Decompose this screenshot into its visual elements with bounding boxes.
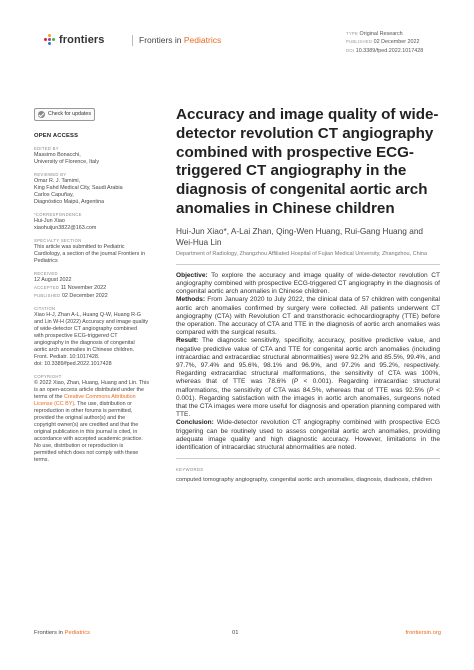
check-for-updates-icon	[38, 111, 45, 118]
result-text-b: < 0.001). Regarding intracardiac structural malformations, the sensitivity of CTA was 84.5%, whereas that of TTE was 92.5% (	[176, 378, 440, 394]
sidebar-published-value: 02 December 2022	[61, 293, 108, 299]
divider	[176, 264, 440, 265]
abstract-conclusion	[176, 419, 440, 452]
published-value: 02 December 2022	[373, 39, 420, 46]
keywords: computed tomography angiography, congenital aortic arch anomalies, diagnosis, diadnosis, children	[176, 477, 433, 484]
type-label: TYPE	[346, 31, 359, 36]
abstract	[176, 272, 440, 452]
conclusion-label: Conclusion:	[176, 419, 214, 427]
correspondence-label: *CORRESPONDENCE	[34, 212, 82, 217]
published-label: PUBLISHED	[346, 39, 373, 45]
page-number: 01	[232, 630, 239, 636]
result-text-c: < 0.001). Regarding satisfaction with the images in aortic arch anomalies, surgeons noted that the CTA images were more useful for diagnosis and operation planning compared with TTE.	[176, 386, 441, 419]
citation-value: Xiao H-J, Zhan A-L, Huang Q-W, Huang R-G and Lin W-H (2022) Accuracy and image quality of wide-detector CT angiography combined with prospective ECG-triggered CT angiography in the diagnosis of congenital aortic arch anomalies in Chinese children. Front. Pediatr. 10:1017428. doi: 10.3389/fped.2022.1017428	[34, 312, 149, 367]
edited-by-label: EDITED BY	[34, 146, 59, 151]
result-label: Result:	[176, 337, 199, 345]
license-link[interactable]: Creative Commons Attribution License (CC BY)	[34, 394, 136, 407]
p-symbol-1: P	[293, 378, 299, 386]
copyright-text-end: . The use, distribution or reproduction in other forums is permitted, provided the original author(s) and the copyright owner(s) are credited and that the original publication in this journal is cited, in accordance with accepted academic practice. No use, distribution or reproduction is permitted which does not comply with these terms.	[34, 401, 143, 463]
footer-journal-name: Pediatrics	[64, 630, 91, 636]
article-main	[176, 106, 440, 484]
abstract-result	[176, 337, 440, 419]
doi-value[interactable]: 10.3389/fped.2022.1017428	[355, 47, 424, 54]
divider	[176, 458, 440, 459]
open-access-label: OPEN ACCESS	[34, 133, 79, 139]
result-text-a: The diagnostic sensitivity, specificity, accuracy, positive predictive value, and negative predictive value of CTA and TTE for congenital aortic arch anomalies (including intracardiac and extracardiac structural abnormalities) were 92.2% and 85.5%, 99.4%, and 97.7%, 97.4% and 95.6%, 98.1% and 96.9%, and 97.2% and 95.2%, respectively. Regarding extracardiac structural malformations, the sensitivity of CTA was 100%, whereas that of TTE was 78.6% (	[176, 337, 440, 386]
received-value: 12 August 2022	[34, 277, 72, 283]
correspondence-value[interactable]: Hui-Jun Xiao xiaohuijun3822@163.com	[34, 218, 97, 231]
journal-title: Pediatrics	[183, 35, 222, 45]
frontiers-logo[interactable]	[44, 34, 105, 46]
objective-text: To explore the accuracy and image quality of wide-detector revolution CT angiography combined with prospective ECG-triggered CT angiography in the diagnosis of congenital aortic arch anomalies in Chinese children.	[176, 271, 440, 296]
check-for-updates-button[interactable]	[34, 108, 95, 121]
author-list[interactable]: Hui-Jun Xiao*, A-Lai Zhan, Qing-Wen Huang, Rui-Gang Huang and Wei-Hua Lin	[176, 225, 424, 247]
journal-name[interactable]	[132, 35, 221, 46]
sidebar	[34, 108, 167, 464]
affiliation: Department of Radiology, Zhangzhou Affiliated Hospital of Fujian Medical University, Zhangzhou, China	[176, 250, 427, 257]
copyright-value	[34, 380, 167, 464]
article-meta	[346, 30, 423, 55]
keywords-label: KEYWORDS	[176, 467, 204, 473]
abstract-objective	[176, 272, 440, 297]
doi-label: DOI	[346, 47, 355, 53]
accepted-value: 11 November 2022	[60, 285, 107, 291]
accepted-label: ACCEPTED	[34, 285, 60, 290]
published-row	[34, 292, 167, 300]
methods-text: From January 2020 to July 2022, the clinical data of 57 children with congenital aortic arch anomalies confirmed by surgery were collected. All patients underwent CT angiography (CTA) with Revolution CT and transthoracic echocardiography (TTE) before the operation. The accuracy of CTA and TTE in the diagnosis of aortic arch anomalies was compared with the surgical results.	[176, 296, 440, 337]
footer-journal[interactable]	[34, 630, 90, 636]
edited-by-value: Massimo Bonacchi, University of Florence, Italy	[34, 152, 100, 165]
specialty-section-value: This article was submitted to Pediatric Cardiology, a section of the journal Frontiers in Pediatrics	[34, 244, 146, 264]
conclusion-text: Wide-detector revolution CT angiography combined with prospective ECG triggering can be routinely used to assess congenital aortic arch anomalies, providing adequate image quality and high diagnostic accuracy. However, limitations in the identification of intracardiac structural abnormalities are noted.	[176, 419, 440, 452]
type-value: Original Research	[359, 31, 403, 37]
abstract-methods	[176, 296, 440, 337]
article-title: Accuracy and image quality of wide-detector revolution CT angiography combined with prospective ECG-triggered CT angiography in the diagnosis of congenital aortic arch anomalies in Chinese children	[176, 106, 439, 217]
p-symbol-2: P	[428, 386, 434, 394]
journal-prefix: Frontiers in	[139, 35, 182, 45]
reviewed-by-value: Omar R. J. Tamimi, King Fahd Medical City, Saudi Arabia Carlos Capuñay, Diagnóstico Maipú, Argentina	[34, 178, 123, 205]
copyright-label: COPYRIGHT	[34, 374, 62, 379]
site-link[interactable]: frontiersin.org	[405, 630, 441, 636]
accepted-row	[34, 284, 167, 292]
footer-journal-prefix: Frontiers in	[34, 630, 63, 636]
logo-text: frontiers	[59, 34, 105, 46]
frontiers-logo-icon	[44, 34, 56, 46]
page-header	[44, 30, 444, 60]
reviewed-by-label: REVIEWED BY	[34, 172, 67, 177]
check-updates-label: Check for updates	[48, 111, 91, 117]
sidebar-published-label: PUBLISHED	[34, 293, 61, 298]
objective-label: Objective:	[176, 271, 208, 279]
citation-label: CITATION	[34, 306, 56, 311]
specialty-section-label: SPECIALTY SECTION	[34, 238, 82, 243]
received-label: RECEIVED	[34, 271, 58, 276]
methods-label: Methods:	[176, 296, 206, 304]
copyright-text-start: © 2022 Xiao, Zhan, Huang, Huang and Lin. This is an open-access article distributed under the terms of the	[34, 380, 150, 400]
